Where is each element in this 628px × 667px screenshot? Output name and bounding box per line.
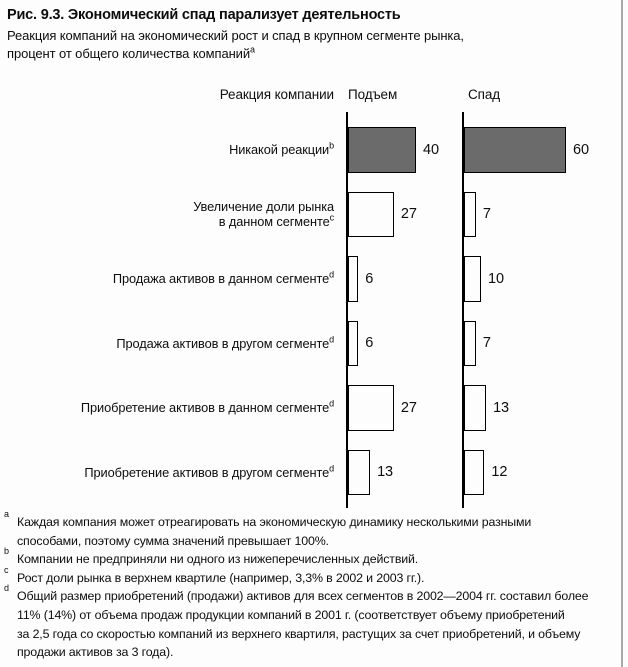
category-label-text: Никакой реакции bbox=[229, 142, 330, 157]
fall-bar bbox=[464, 385, 486, 431]
rise-bar bbox=[348, 127, 416, 173]
fall-bar bbox=[464, 321, 476, 367]
footnote-text bbox=[17, 513, 618, 550]
rise-value: 6 bbox=[365, 335, 374, 352]
category-label bbox=[14, 385, 334, 431]
page-edge-line bbox=[621, 0, 623, 667]
category-label-line bbox=[81, 400, 334, 416]
column-header-rise: Подъем bbox=[348, 87, 398, 102]
category-label-text: в данном сегменте bbox=[218, 214, 330, 230]
category-label-line bbox=[113, 271, 334, 287]
fall-value: 12 bbox=[491, 464, 508, 481]
fall-value: 60 bbox=[573, 141, 589, 158]
footnote-line: способами, поэтому сумма значений превышает 100%. bbox=[17, 533, 329, 548]
footnote-line: Каждая компания может отреагировать на экономическую динамику несколькими разными bbox=[17, 515, 532, 529]
figure-subtitle bbox=[7, 27, 464, 62]
category-label-line bbox=[229, 142, 334, 158]
category-footnote-ref: c bbox=[329, 212, 334, 223]
category-label-line bbox=[116, 336, 334, 352]
footnote-text bbox=[17, 569, 618, 588]
category-label-line bbox=[84, 465, 334, 481]
figure-subtitle-line2: процент от общего количества компаний bbox=[7, 45, 250, 61]
column-header-fall: Спад bbox=[468, 87, 501, 102]
fall-bar bbox=[464, 127, 566, 173]
fall-bar bbox=[464, 450, 484, 496]
rise-bar bbox=[348, 192, 394, 238]
category-label-line bbox=[193, 199, 334, 215]
figure-subtitle-line1: Реакция компаний на экономический рост и спад в крупном сегменте рынка, bbox=[7, 28, 464, 43]
category-label-line bbox=[219, 214, 334, 230]
category-footnote-ref: d bbox=[329, 269, 334, 280]
category-label-text: Приобретение активов в данном сегменте bbox=[80, 400, 330, 415]
figure-title: Рис. 9.3. Экономический спад парализует деятельность bbox=[7, 7, 401, 23]
footnotes bbox=[4, 509, 618, 662]
footnote-line: 11% (14%) от объема продаж продукции компаний в 2001 г. (соответствует объему приобретений bbox=[17, 607, 565, 622]
category-footnote-ref: d bbox=[329, 398, 334, 409]
category-label-text: Продажа активов в данном сегменте bbox=[112, 271, 330, 286]
rise-value: 27 bbox=[400, 206, 417, 223]
category-label bbox=[14, 192, 334, 238]
footnote-line: продажи активов за 3 года). bbox=[17, 645, 174, 660]
footnote: c Рост доли рынка в верхнем квартиле (например, 3,3% в 2002 и 2003 гг.). bbox=[4, 569, 618, 588]
subtitle-footnote-ref: a bbox=[250, 44, 255, 55]
rise-bar bbox=[348, 450, 370, 496]
footnote-line: Рост доли рынка в верхнем квартиле (например, 3,3% в 2002 и 2003 гг.). bbox=[17, 570, 425, 585]
rise-bar bbox=[348, 385, 394, 431]
fall-value: 7 bbox=[482, 335, 491, 352]
footnote-text bbox=[17, 550, 618, 569]
fall-bar bbox=[464, 256, 481, 302]
footnote-text bbox=[17, 587, 618, 661]
fall-value: 13 bbox=[493, 399, 510, 416]
footnote-line: Общий размер приобретений (продажи) активов для всех сегментов в 2002—2004 гг. составил более bbox=[17, 589, 589, 604]
category-label-text: Увеличение доли рынка bbox=[193, 198, 334, 214]
category-label bbox=[14, 450, 334, 496]
rise-value: 13 bbox=[377, 464, 394, 481]
rise-bar bbox=[348, 256, 358, 302]
category-footnote-ref: b bbox=[329, 140, 334, 151]
footnote: d Общий размер приобретений (продажи) активов для всех сегментов в 2002—2004 гг. составил более 11% (14%) от объема продаж продукции компаний в 2001 г. (соответствует объему приобретений за 2,5 года со скоростью компаний из верхнего квартиля, растущих за счет приобретений, и объему продажи активов за 3 года). bbox=[4, 587, 618, 661]
fall-value: 10 bbox=[488, 270, 504, 287]
rise-value: 27 bbox=[400, 399, 417, 416]
category-footnote-ref: d bbox=[329, 334, 334, 345]
rise-value: 6 bbox=[365, 270, 374, 287]
footnote-line: Компании не предприняли ни одного из нижеперечисленных действий. bbox=[17, 552, 419, 567]
category-label-text: Продажа активов в другом сегменте bbox=[116, 335, 330, 351]
fall-value: 7 bbox=[482, 206, 491, 223]
category-label-text: Приобретение активов в другом сегменте bbox=[84, 464, 330, 480]
footnote-line: за 2,5 года со скоростью компаний из верхнего квартиля, растущих за счет приобретений, и объему bbox=[17, 626, 581, 641]
category-label bbox=[14, 321, 334, 367]
category-label bbox=[14, 127, 334, 173]
rise-bar bbox=[348, 321, 358, 367]
rise-value: 40 bbox=[423, 141, 439, 158]
footnote: a Каждая компания может отреагировать на экономическую динамику несколькими разными способами, поэтому сумма значений превышает 100%. bbox=[4, 513, 618, 550]
fall-bar bbox=[464, 192, 476, 238]
category-footnote-ref: d bbox=[329, 463, 334, 474]
column-header-reaction: Реакция компании bbox=[219, 87, 334, 102]
footnote: b Компании не предприняли ни одного из нижеперечисленных действий. bbox=[4, 550, 618, 569]
category-label bbox=[14, 256, 334, 302]
